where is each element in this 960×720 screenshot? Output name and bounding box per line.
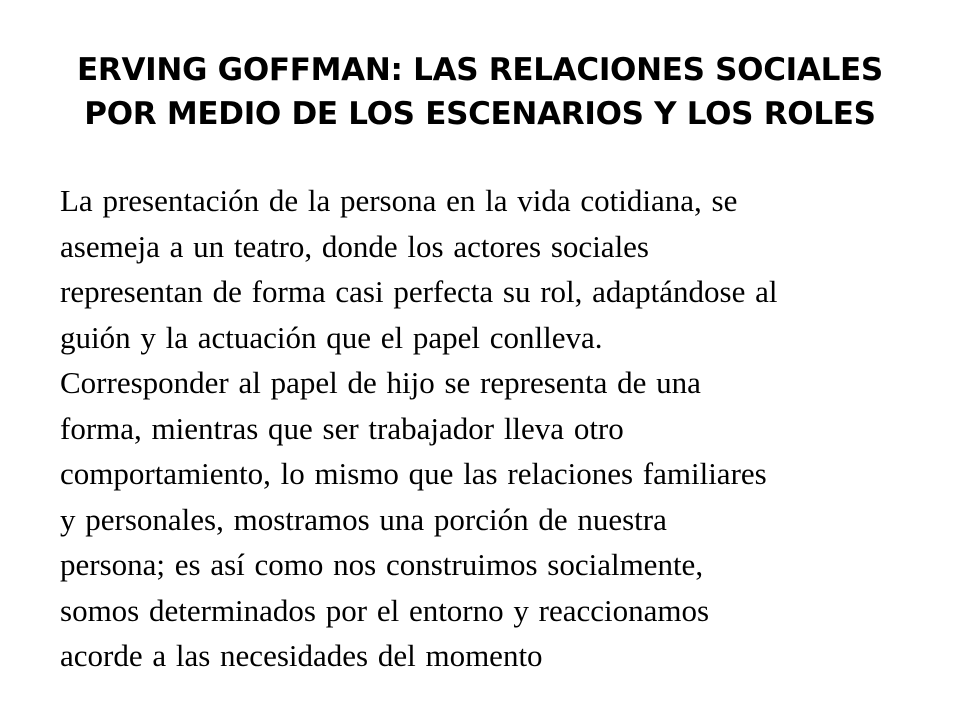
slide-title [40,48,920,136]
body-line: asemeja a un teatro, donde los actores sociales [60,228,649,264]
body-line: Corresponder al papel de hijo se representa de una [60,365,701,400]
body-line: somos determinados por el entorno y reaccionamos [60,592,710,628]
title-line: ERVING GOFFMAN: LAS RELACIONES SOCIALES [77,52,883,88]
body-line: forma, mientras que ser trabajador lleva otro [60,410,624,446]
body-line: representan de forma casi perfecta su rol, adaptándose al [60,274,778,309]
body-line: acorde a las necesidades del momento [60,638,543,673]
slide-body-text [60,178,920,679]
body-line: comportamiento, lo mismo que las relaciones familiares [60,456,767,491]
title-line: POR MEDIO DE LOS ESCENARIOS Y LOS ROLES [84,96,876,132]
body-line: y personales, mostramos una porción de nuestra [60,501,667,537]
body-line: La presentación de la persona en la vida cotidiana, se [60,183,738,218]
body-line: persona; es así como nos construimos socialmente, [60,547,704,582]
body-line: guión y la actuación que el papel conlleva. [60,319,603,355]
